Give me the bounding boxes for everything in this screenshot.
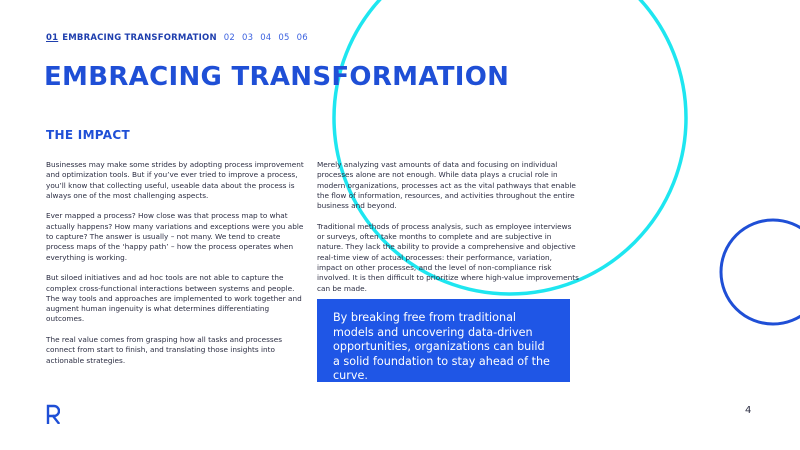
callout-box: By breaking free from traditional models and uncovering data-driven opportunities, organizations can build a solid foundation to stay ahead of the curve. <box>317 299 570 382</box>
nav-item-03[interactable]: 03 <box>241 33 254 43</box>
left-paragraph-3: But siloed initiatives and ad hoc tools are not able to capture the complex cross-functional interactions between systems and people. The way tools and approaches are implemented to work together and augment human ingenuity is what determines differentiating outcomes. <box>46 273 302 324</box>
nav-item-02[interactable]: 02 <box>223 33 235 43</box>
page-number: 4 <box>745 405 752 416</box>
right-paragraph-1: Merely analyzing vast amounts of data and focusing on individual processes alone are not enough. While data plays a crucial role in modern organizations, processes act as the vital pathways that enable the flow of information, resources, and activities throughout the entire business and beyond. <box>317 160 576 211</box>
left-text-column <box>46 160 308 376</box>
section-heading: THE IMPACT <box>46 128 130 142</box>
section-nav <box>46 33 308 43</box>
r-logo-icon <box>46 404 60 428</box>
left-paragraph-4: The real value comes from grasping how all tasks and processes connect from start to finish, and translating those insights into actionable strategies. <box>46 335 283 365</box>
nav-item-04[interactable]: 04 <box>260 33 272 43</box>
left-paragraph-2: Ever mapped a process? How close was that process map to what actually happens? How many variations and exceptions were you able to capture? The answer is usually – not many. We tend to create process maps of the ‘happy path’ – how the process operates when everything is working. <box>46 211 304 262</box>
nav-active-label: EMBRACING TRANSFORMATION <box>62 33 217 43</box>
right-paragraph-2: Traditional methods of process analysis, such as employee interviews or surveys, often take months to complete and are subjective in nature. They lack the ability to provide a comprehensive and objective real-time view of actual processes: their performance, variation, impact on other processes, and the level of non-compliance risk involved. It is then difficult to prioritize where high-value improvements can be made. <box>317 221 579 293</box>
nav-active-number: 01 <box>46 33 59 43</box>
nav-item-active[interactable] <box>46 33 217 43</box>
nav-item-05[interactable]: 05 <box>278 33 290 43</box>
blue-ring <box>721 220 800 324</box>
left-paragraph-1: Businesses may make some strides by adopting process improvement and optimization tools. But if you’ve ever tried to improve a process, you’ll know that collecting useful, useable data about the process is always one of the most challenging aspects. <box>46 160 304 200</box>
nav-item-06[interactable]: 06 <box>296 33 308 43</box>
right-text-column <box>317 160 579 304</box>
page-title: EMBRACING TRANSFORMATION <box>44 62 510 92</box>
